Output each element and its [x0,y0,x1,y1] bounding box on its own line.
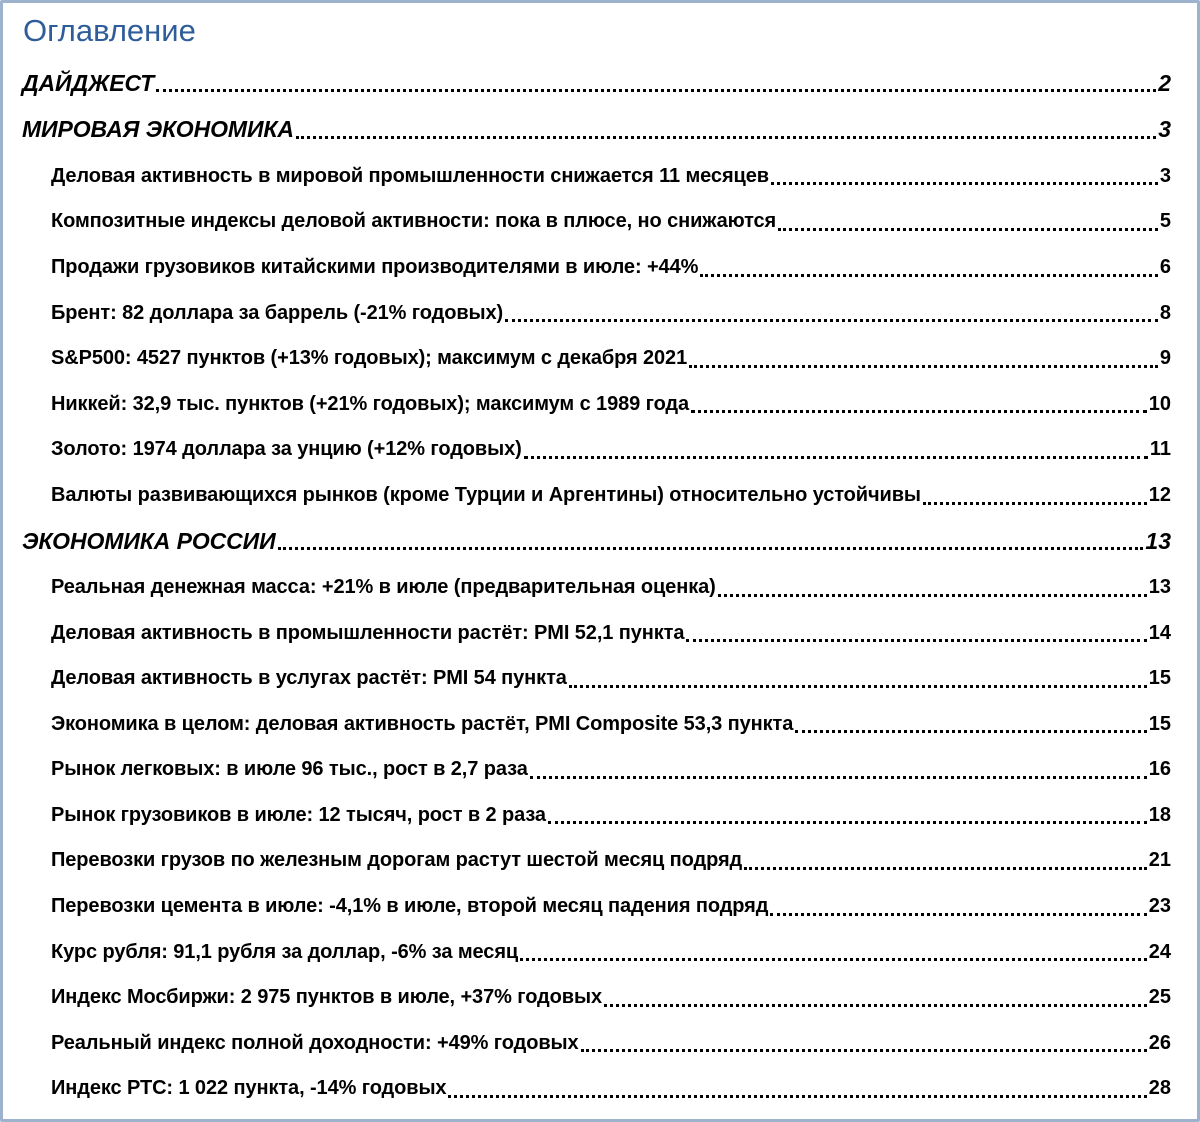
toc-subsection-entry[interactable] [3,427,1197,473]
toc-dot-leader [689,336,1158,382]
toc-entry-label: Деловая активность в промышленности растёт: PMI 52,1 пункта [51,621,685,644]
toc-section-entry[interactable] [3,519,1197,565]
toc-entry-label: Композитные индексы деловой активности: пока в плюсе, но снижаются [51,210,777,233]
toc-subsection-entry[interactable] [3,838,1197,884]
toc-subsection-entry[interactable] [3,245,1197,291]
toc-page-number: 11 [1149,438,1171,461]
toc-subsection-entry[interactable] [3,747,1197,793]
toc-subsection-entry[interactable] [3,565,1197,611]
toc-entry-label: МИРОВАЯ ЭКОНОМИКА [22,116,294,143]
toc-list [3,61,1197,1112]
toc-dot-leader [795,702,1147,748]
toc-dot-leader [548,793,1147,839]
toc-dot-leader [744,838,1147,884]
toc-entry-label: Курс рубля: 91,1 рубля за доллар, -6% за месяц [51,940,519,963]
toc-page-number: 21 [1148,849,1171,872]
toc-section-entry[interactable] [3,107,1197,153]
toc-dot-leader [691,382,1147,428]
toc-page-number: 13 [1145,527,1171,554]
toc-dot-leader [700,245,1158,291]
toc-entry-label: Валюты развивающихся рынков (кроме Турции и Аргентины) относительно устойчивы [51,483,921,506]
toc-entry-label: Золото: 1974 доллара за унцию (+12% годовых) [51,438,522,461]
toc-subsection-entry[interactable] [3,199,1197,245]
toc-page-number: 14 [1148,621,1171,644]
toc-dot-leader [296,107,1156,153]
toc-dot-leader [278,519,1144,565]
toc-entry-label: Продажи грузовиков китайскими производителями в июле: +44% [51,255,699,278]
toc-entry-label: Никкей: 32,9 тыс. пунктов (+21% годовых); максимум с 1989 года [51,392,690,415]
toc-page-number: 16 [1148,758,1171,781]
toc-entry-label: Реальная денежная масса: +21% в июле (предварительная оценка) [51,575,716,598]
toc-subsection-entry[interactable] [3,884,1197,930]
toc-page-number: 15 [1148,712,1171,735]
toc-page-number: 24 [1148,940,1171,963]
toc-subsection-entry[interactable] [3,382,1197,428]
toc-page-number: 26 [1148,1031,1171,1054]
toc-entry-label: ЭКОНОМИКА РОССИИ [22,527,276,554]
toc-page-number: 8 [1159,301,1171,324]
toc-subsection-entry[interactable] [3,930,1197,976]
toc-subsection-entry[interactable] [3,1066,1197,1112]
toc-entry-label: Индекс Мосбиржи: 2 975 пунктов в июле, +37% годовых [51,986,602,1009]
toc-page-number: 6 [1159,255,1171,278]
toc-subsection-entry[interactable] [3,336,1197,382]
toc-entry-label: Брент: 82 доллара за баррель (-21% годовых) [51,301,504,324]
toc-subsection-entry[interactable] [3,473,1197,519]
toc-entry-label: ДАЙДЖЕСТ [22,70,155,96]
toc-dot-leader [771,154,1158,200]
toc-dot-leader [770,884,1146,930]
toc-subsection-entry[interactable] [3,154,1197,200]
toc-dot-leader [604,975,1147,1021]
toc-page-number: 9 [1159,347,1171,370]
toc-entry-label: Деловая активность в мировой промышленности снижается 11 месяцев [51,164,769,187]
toc-subsection-entry[interactable] [3,1021,1197,1067]
toc-entry-label: Перевозки цемента в июле: -4,1% в июле, второй месяц падения подряд [51,895,769,918]
toc-dot-leader [923,473,1147,519]
toc-dot-leader [505,291,1158,337]
toc-entry-label: Экономика в целом: деловая активность растёт, PMI Composite 53,3 пункта [51,712,794,735]
toc-page-number: 10 [1148,392,1171,415]
toc-subsection-entry[interactable] [3,656,1197,702]
toc-title: Оглавление [23,13,196,48]
toc-dot-leader [718,565,1147,611]
toc-dot-leader [448,1066,1146,1112]
toc-page-number: 28 [1148,1077,1171,1100]
toc-page-number: 2 [1158,70,1171,96]
toc-dot-leader [520,930,1147,976]
toc-page-number: 12 [1148,483,1171,506]
toc-entry-label: S&P500: 4527 пунктов (+13% годовых); максимум с декабря 2021 [51,347,688,370]
toc-subsection-entry[interactable] [3,975,1197,1021]
toc-dot-leader [686,611,1146,657]
toc-page-number: 3 [1159,164,1171,187]
toc-entry-label: Деловая активность в услугах растёт: PMI 54 пункта [51,667,567,690]
toc-entry-label: Реальный индекс полной доходности: +49% годовых [51,1031,579,1054]
toc-page-number: 15 [1148,667,1171,690]
toc-page-number: 18 [1148,803,1171,826]
toc-page-number: 25 [1148,986,1171,1009]
toc-page-number: 23 [1148,895,1171,918]
toc-subsection-entry[interactable] [3,611,1197,657]
toc-subsection-entry[interactable] [3,793,1197,839]
toc-dot-leader [778,199,1158,245]
toc-dot-leader [524,427,1148,473]
toc-subsection-entry[interactable] [3,702,1197,748]
toc-entry-label: Рынок легковых: в июле 96 тыс., рост в 2,7 раза [51,758,528,781]
toc-dot-leader [156,61,1156,107]
toc-page-number: 3 [1158,116,1171,143]
toc-entry-label: Перевозки грузов по железным дорогам растут шестой месяц подряд [51,849,743,872]
toc-section-entry[interactable] [3,61,1197,107]
toc-page-number: 5 [1159,210,1171,233]
toc-subsection-entry[interactable] [3,291,1197,337]
toc-dot-leader [569,656,1147,702]
toc-page-number: 13 [1148,575,1171,598]
toc-entry-label: Индекс РТС: 1 022 пункта, -14% годовых [51,1077,447,1100]
toc-dot-leader [530,747,1147,793]
toc-entry-label: Рынок грузовиков в июле: 12 тысяч, рост в 2 раза [51,803,546,826]
toc-dot-leader [581,1021,1147,1067]
